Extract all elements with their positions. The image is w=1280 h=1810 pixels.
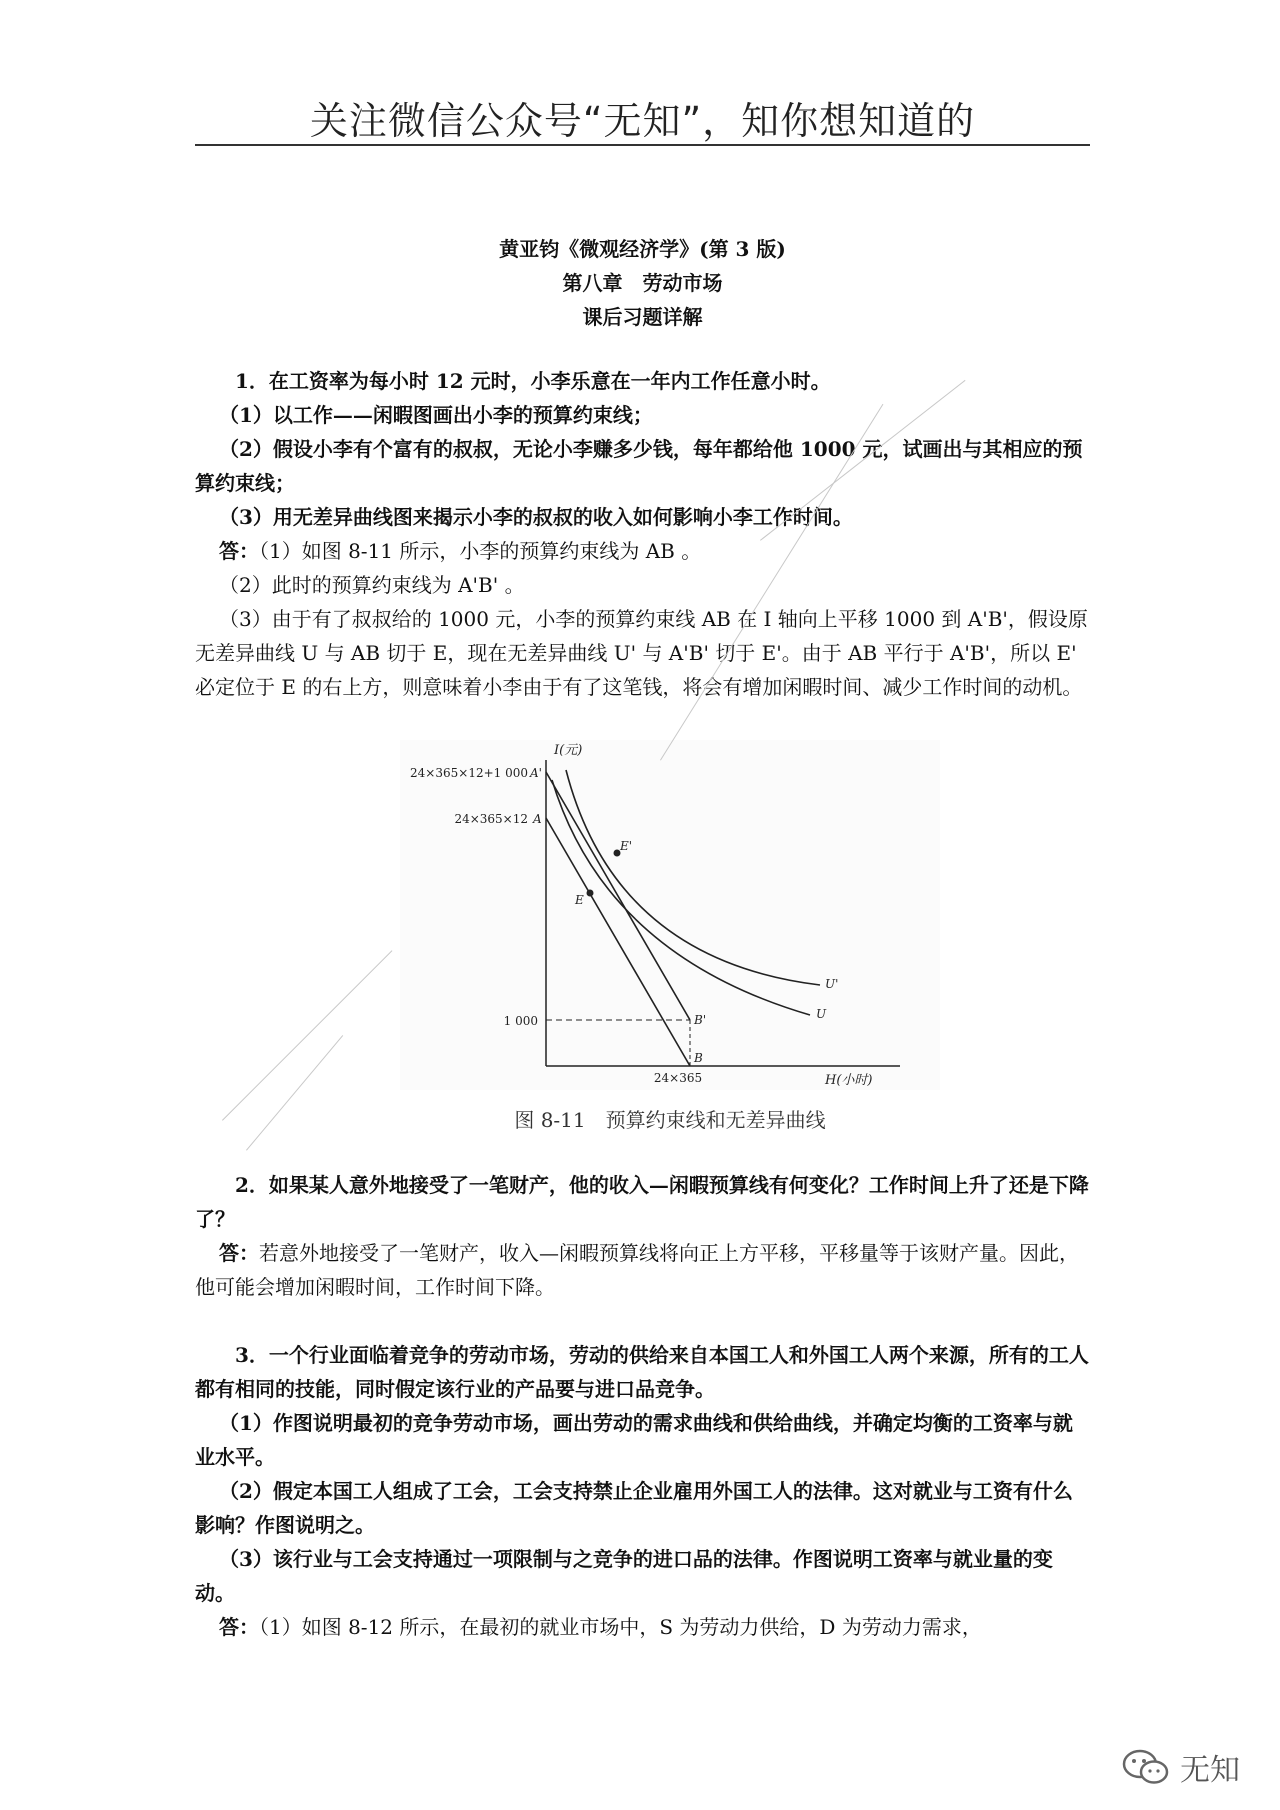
q3-part2: （2）假定本国工人组成了工会，工会支持禁止企业雇用外国工人的法律。这对就业与工资有什么影响？作图说明之。 [195, 1479, 1073, 1537]
book-title: 黄亚钧《微观经济学》(第 3 版) [499, 237, 786, 261]
q2-question: 2．如果某人意外地接受了一笔财产，他的收入—闲暇预算线有何变化？工作时间上升了还是下降了？ [195, 1173, 1089, 1231]
figure-background [400, 740, 940, 1090]
tangent-point-e [587, 890, 594, 897]
b-label: B [694, 1051, 703, 1065]
wechat-icon [1120, 1747, 1172, 1787]
header-divider [195, 144, 1090, 146]
question-2 [195, 1168, 1090, 1304]
q1-part1: （1）以工作——闲暇图画出小李的预算约束线； [219, 403, 653, 427]
b-prime-label: B' [694, 1013, 707, 1027]
figure-8-11 [400, 740, 940, 1090]
budget-indifference-chart [400, 740, 940, 1090]
watermark-text: 无知 [1180, 1753, 1240, 1788]
a-prime-label: A' [530, 766, 542, 780]
x-tick-label: 24×365 [653, 1071, 703, 1085]
x-axis-label: H(小时) [825, 1073, 873, 1088]
title-block [195, 232, 1090, 334]
q1-answer-2: （2）此时的预算约束线为 A'B' 。 [219, 573, 525, 597]
header-banner: 关注微信公众号“无知”，知你想知道的 [309, 99, 976, 143]
answer-label: 答： [219, 539, 259, 563]
q1-part2: （2）假设小李有个富有的叔叔，无论小李赚多少钱，每年都给他 1000 元，试画出与其相应的预算约束线； [195, 437, 1083, 495]
q3-part3: （3）该行业与工会支持通过一项限制与之竞争的进口品的法律。作图说明工资率与就业量的变动。 [195, 1547, 1053, 1605]
watermark [1120, 1745, 1240, 1789]
section-title: 课后习题详解 [582, 305, 703, 329]
figure-caption: 图 8-11 预算约束线和无差异曲线 [514, 1108, 826, 1132]
q1-answer-3: （3）由于有了叔叔给的 1000 元，小李的预算约束线 AB 在 I 轴向上平移 1000 到 A'B'，假设原无差异曲线 U 与 AB 切于 E，现在无差异曲线 U' 与 A'B' 切于 E'。由于 AB 平行于 A'B'，所以 E' 必定位于 E 的右上方，则意味着小李由于有了这笔钱，将会有增加闲暇时间、减少工作时间的动机。 [195, 607, 1088, 699]
e-label: E [575, 893, 584, 907]
u-label: U [816, 1007, 827, 1021]
scan-artifact-line [222, 950, 392, 1120]
q3-part1: （1）作图说明最初的竞争劳动市场，画出劳动的需求曲线和供给曲线，并确定均衡的工资率与就业水平。 [195, 1411, 1073, 1469]
q3-answer-1 [195, 1610, 1090, 1644]
scan-artifact-line [246, 1035, 343, 1151]
q1-answer-1 [195, 534, 1090, 568]
q2-answer-text: 若意外地接受了一笔财产，收入—闲暇预算线将向正上方平移，平移量等于该财产量。因此，他可能会增加闲暇时间，工作时间下降。 [195, 1241, 1079, 1299]
u-prime-label: U' [825, 977, 839, 991]
question-1 [195, 364, 1090, 704]
a-label: A [533, 812, 542, 826]
e-prime-label: E' [620, 839, 633, 853]
y-axis-label: I(元) [554, 743, 583, 758]
y-1000-label: 1 000 [503, 1014, 538, 1028]
a-prime-value-label: 24×365×12+1 000 [410, 766, 528, 780]
a-value-label: 24×365×12 [454, 812, 528, 826]
q2-answer [195, 1236, 1090, 1304]
q3-question: 3．一个行业面临着竞争的劳动市场，劳动的供给来自本国工人和外国工人两个来源，所有的工人都有相同的技能，同时假定该行业的产品要与进口品竞争。 [195, 1343, 1089, 1401]
q1-question: 1．在工资率为每小时 12 元时，小李乐意在一年内工作任意小时。 [235, 369, 831, 393]
q1-part3: （3）用无差异曲线图来揭示小李的叔叔的收入如何影响小李工作时间。 [219, 505, 853, 529]
question-3 [195, 1338, 1090, 1644]
chapter-title: 第八章 劳动市场 [562, 271, 723, 295]
answer-label: 答： [219, 1615, 259, 1639]
answer-label: 答： [219, 1241, 259, 1265]
q3-answer-1-text: （1）如图 8-12 所示，在最初的就业市场中，S 为劳动力供给，D 为劳动力需求， [259, 1615, 982, 1639]
q1-answer-1-text: （1）如图 8-11 所示，小李的预算约束线为 AB 。 [259, 539, 702, 563]
